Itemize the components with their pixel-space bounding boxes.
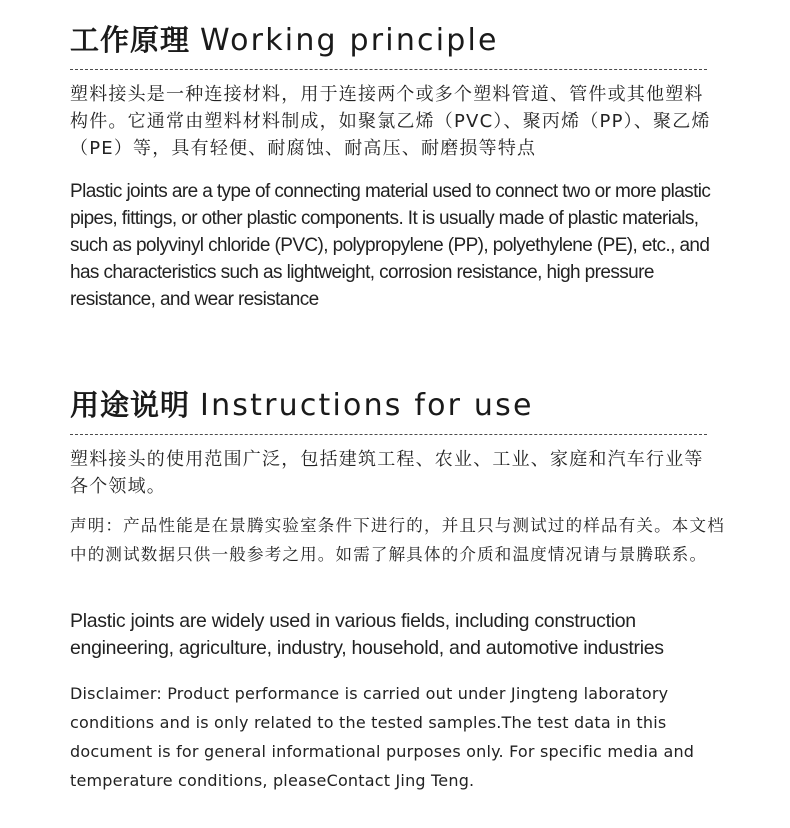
working-principle-divider — [70, 69, 707, 70]
instructions-divider — [70, 434, 707, 435]
working-principle-title-cn: 工作原理 — [70, 23, 191, 57]
instructions-disclaimer-en: Disclaimer: Product performance is carried out under Jingteng laboratory conditions and is only related to the tested samples.The test data in this document is for general informational purposes only. For specific media and temperature conditions, pleaseContact Jing Teng. — [70, 684, 695, 790]
instructions-heading — [70, 388, 720, 423]
instructions-disclaimer-cn: 声明：产品性能是在景腾实验室条件下进行的，并且只与测试过的样品有关。本文档中的测试数据只供一般参考之用。如需了解具体的介质和温度情况请与景腾联系。 — [70, 516, 725, 564]
working-principle-desc-en: Plastic joints are a type of connecting material used to connect two or more plastic pipes, fittings, or other plastic components. It is usually made of plastic materials, such as polyvinyl chloride (PVC), polypropylene (PP), polyethylene (PE), etc., and has characteristics such as lightweight, corrosion resistance, high pressure resistance, and wear resistance — [70, 181, 711, 310]
instructions-usage-cn: 塑料接头的使用范围广泛，包括建筑工程、农业、工业、家庭和汽车行业等各个领域。 — [70, 449, 704, 497]
working-principle-section — [70, 23, 720, 58]
instructions-title-en: Instructions for use — [200, 388, 534, 423]
working-principle-desc-cn: 塑料接头是一种连接材料，用于连接两个或多个塑料管道、管件或其他塑料构件。它通常由塑料材料制成，如聚氯乙烯（PVC）、聚丙烯（PP）、聚乙烯（PE）等，具有轻便、耐腐蚀、耐高压、耐磨损等特点 — [70, 84, 711, 159]
working-principle-title-en: Working principle — [200, 23, 499, 58]
instructions-title-cn: 用途说明 — [70, 388, 191, 422]
instructions-section — [70, 388, 720, 423]
instructions-usage-en: Plastic joints are widely used in various fields, including construction engineering, agriculture, industry, household, and automotive industries — [70, 610, 664, 659]
working-principle-heading — [70, 23, 720, 58]
